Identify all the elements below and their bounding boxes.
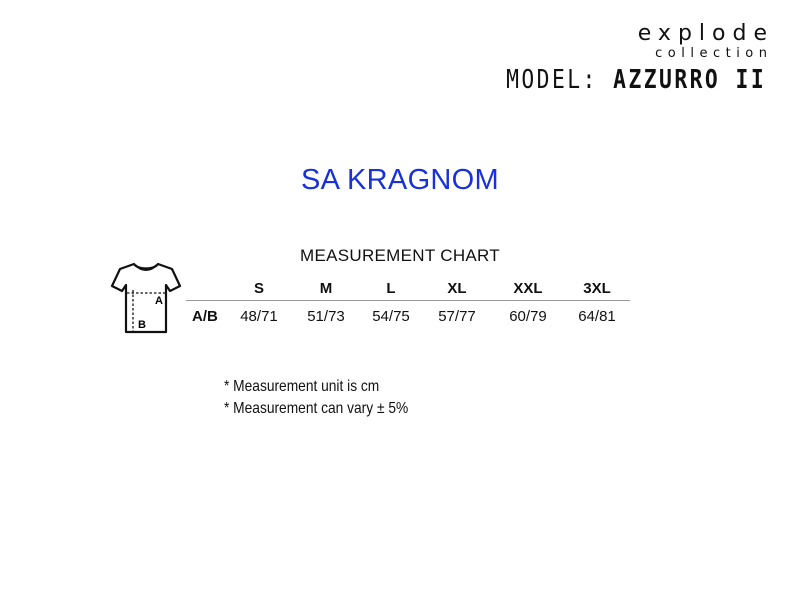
measurement-cell: 51/73 — [307, 307, 345, 325]
tshirt-diagram — [110, 260, 182, 336]
page-title: SA KRAGNOM — [301, 164, 499, 196]
row-label: A/B — [192, 307, 218, 325]
size-header-row — [186, 276, 630, 301]
table-row — [186, 301, 630, 332]
brand-subtitle: collection — [655, 46, 773, 61]
note-variance: * Measurement can vary ± 5% — [224, 400, 409, 417]
notes — [224, 376, 408, 420]
measurement-cell: 54/75 — [372, 307, 410, 325]
measurement-cell: 64/81 — [578, 307, 616, 325]
size-header-corner — [186, 276, 226, 301]
chart-title: MEASUREMENT CHART — [300, 246, 500, 265]
measure-label-b: B — [138, 319, 146, 331]
measure-label-a: A — [155, 295, 163, 307]
note-unit: * Measurement unit is cm — [224, 378, 380, 395]
tshirt-outline-icon — [112, 264, 180, 332]
size-header: XXL — [492, 276, 564, 301]
size-header: M — [292, 276, 360, 301]
size-table — [186, 276, 630, 331]
size-header: S — [226, 276, 292, 301]
brand-name: explode — [637, 21, 774, 46]
size-header: L — [360, 276, 422, 301]
model-name: AZZURRO II — [613, 65, 766, 95]
size-header: XL — [422, 276, 492, 301]
model-label: MODEL: — [505, 65, 598, 95]
model-heading — [506, 64, 766, 96]
measurement-cell: 60/79 — [509, 307, 547, 325]
measurement-cell: 57/77 — [438, 307, 476, 325]
size-header: 3XL — [564, 276, 630, 301]
measurement-cell: 48/71 — [240, 307, 278, 325]
brand-logo — [637, 21, 774, 61]
